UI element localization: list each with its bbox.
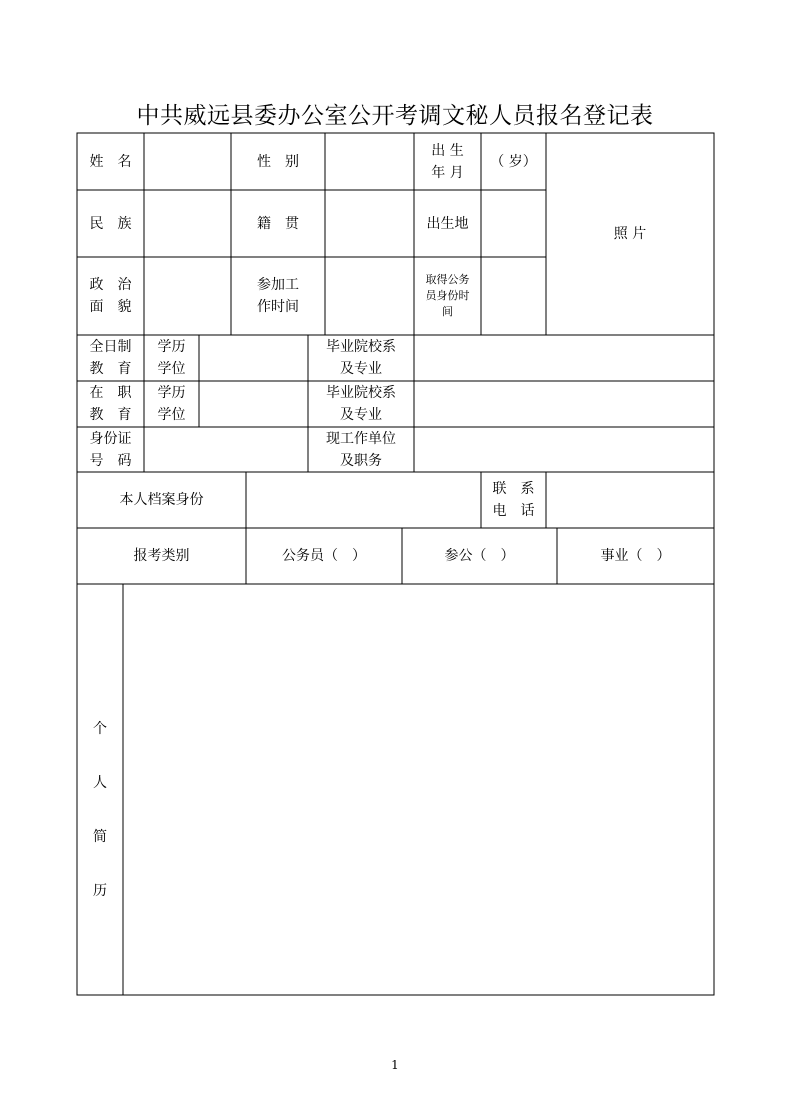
resume-char-3: 简	[93, 828, 107, 845]
political-status-field[interactable]	[144, 257, 231, 335]
work-unit-label: 现工作单位 及职务	[326, 430, 396, 469]
birthplace-field[interactable]	[481, 190, 546, 257]
gender-field[interactable]	[325, 133, 414, 190]
personal-resume-label	[77, 584, 123, 995]
file-status-field[interactable]	[246, 472, 481, 528]
inservice-school-label: 毕业院校系 及专业	[326, 385, 396, 423]
gender-label: 性 别	[257, 153, 299, 170]
inservice-school-field[interactable]	[414, 381, 714, 427]
birth-date-field[interactable]: （ 岁）	[490, 153, 537, 170]
fulltime-school-field[interactable]	[414, 335, 714, 381]
id-number-field[interactable]	[144, 427, 308, 472]
fulltime-degree-field[interactable]	[199, 335, 308, 381]
ethnicity-field[interactable]	[144, 190, 231, 257]
work-start-time-label: 参加工 作时间	[257, 277, 299, 315]
civil-servant-time-label: 取得公务 员身份时 间	[425, 273, 470, 318]
civil-servant-time-field[interactable]	[481, 257, 546, 335]
work-start-time-field[interactable]	[325, 257, 414, 335]
inservice-education-label: 在 职 教 育	[89, 385, 132, 423]
birthplace-label: 出生地	[426, 215, 469, 232]
category-civil-servant-option[interactable]: 公务员（ ）	[282, 548, 366, 564]
form-title: 中共威远县委办公室公开考调文秘人员报名登记表	[136, 103, 654, 129]
fulltime-education-label: 全日制 教 育	[89, 339, 132, 377]
resume-char-2: 人	[93, 774, 107, 791]
application-category-label: 报考类别	[133, 548, 190, 564]
native-place-label: 籍 贯	[257, 215, 299, 232]
native-place-field[interactable]	[325, 190, 414, 257]
contact-phone-field[interactable]	[546, 472, 714, 528]
resume-char-1: 个	[93, 720, 107, 737]
birth-date-label: 出 生 年 月	[431, 142, 464, 181]
political-status-label: 政 治 面 貌	[89, 277, 132, 315]
name-label: 姓 名	[89, 153, 132, 170]
resume-char-4: 历	[93, 882, 107, 899]
name-field[interactable]	[144, 133, 231, 190]
category-institution-option[interactable]: 事业（ ）	[600, 548, 671, 564]
inservice-degree-label: 学历 学位	[157, 385, 186, 423]
file-status-label: 本人档案身份	[119, 492, 204, 508]
ethnicity-label: 民 族	[89, 215, 132, 232]
contact-phone-label: 联 系 电 话	[492, 481, 535, 519]
photo-box[interactable]: 照 片	[613, 226, 647, 242]
fulltime-degree-label: 学历 学位	[157, 339, 186, 377]
work-unit-field[interactable]	[414, 427, 714, 472]
personal-resume-field[interactable]	[123, 584, 714, 995]
category-reference-option[interactable]: 参公（ ）	[444, 548, 515, 564]
page-number: 1	[391, 1058, 399, 1072]
inservice-degree-field[interactable]	[199, 381, 308, 427]
fulltime-school-label: 毕业院校系 及专业	[326, 339, 396, 377]
id-number-label: 身份证 号 码	[89, 430, 132, 469]
